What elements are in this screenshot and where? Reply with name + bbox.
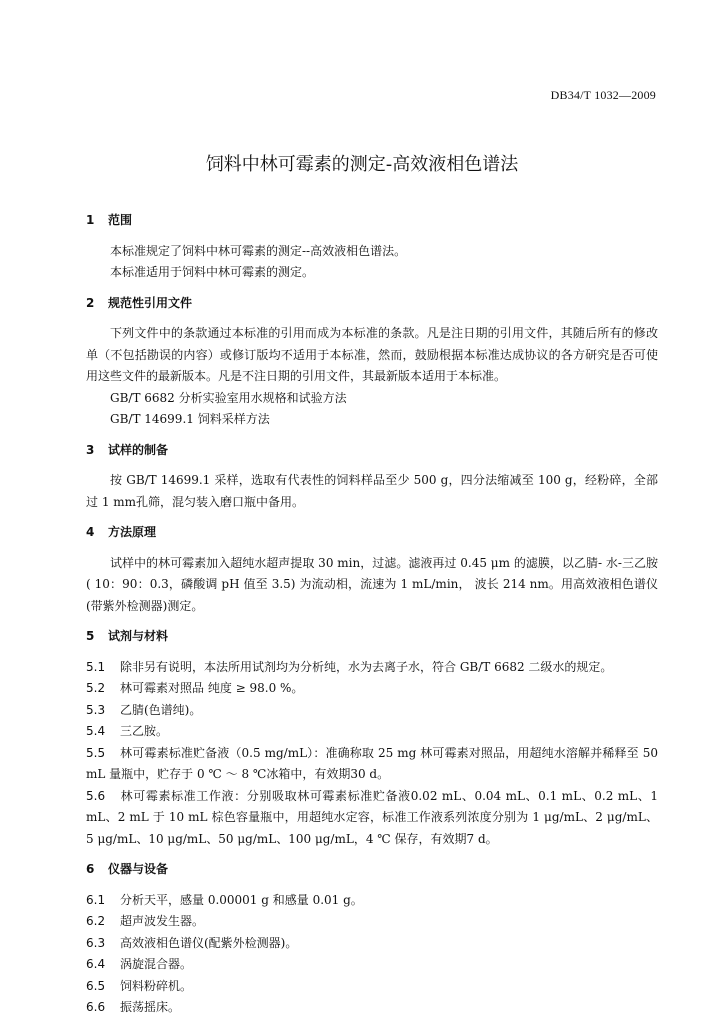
- item-number: 6.6: [86, 1000, 106, 1014]
- list-item: [86, 976, 658, 998]
- item-text: 三乙胺。: [120, 724, 169, 738]
- list-item: [86, 786, 658, 851]
- section-heading-apparatus: [86, 859, 658, 881]
- item-text: 超声波发生器。: [120, 914, 205, 928]
- list-item: [86, 721, 658, 743]
- section-number: 6: [86, 862, 95, 876]
- item-text: 涡旋混合器。: [120, 957, 193, 971]
- item-number: 6.4: [86, 957, 106, 971]
- section-title: 范围: [108, 213, 133, 227]
- item-number: 6.3: [86, 935, 106, 950]
- item-number: 6.1: [86, 892, 106, 907]
- list-item: [86, 954, 658, 976]
- item-number: 5.1: [86, 659, 106, 674]
- section-title: 仪器与设备: [108, 862, 169, 876]
- item-number: 6.2: [86, 914, 106, 928]
- section-heading-scope: [86, 210, 658, 232]
- item-number: 5.5: [86, 745, 106, 760]
- section-number: 2: [86, 295, 95, 310]
- list-item: [86, 890, 658, 912]
- item-number: 5.2: [86, 681, 106, 695]
- item-number: 5.3: [86, 702, 106, 717]
- list-item: [86, 657, 658, 679]
- paragraph: 下列文件中的条款通过本标准的引用而成为本标准的条款。凡是注日期的引用文件，其随后所有的修改单（不包括勘误的内容）或修订版均不适用于本标准，然而，鼓励根据本标准达成协议的各方研究是否可使用这些文件的最新版本。凡是不注日期的引用文件，其最新版本适用于本标准。: [86, 326, 658, 383]
- item-text: 饲料粉碎机。: [120, 978, 193, 993]
- item-number: 6.5: [86, 978, 106, 993]
- section-heading-reagents: [86, 626, 658, 648]
- item-number: 5.6: [86, 788, 106, 803]
- item-text: 乙腈(色谱纯)。: [120, 702, 202, 717]
- section-heading-normative-references: [86, 293, 658, 315]
- section-title: 试剂与材料: [108, 629, 169, 643]
- paragraph: 按 GB/T 14699.1 采样，选取有代表性的饲料样品至少 500 g，四分法缩减至 100 g，经粉碎，全部过 1 mm孔筛，混匀装入磨口瓶中备用。: [86, 473, 658, 509]
- item-text: 林可霉素标准工作液：分别吸取林可霉素标准贮备液0.02 mL、0.04 mL、0.1 mL、0.2 mL、1 mL、2 mL 于 10 mL 棕色容量瓶中，用超纯水定容，标准工作液系列浓度分别为 1 μg/mL、2 μg/mL、5 μg/mL、10 μg/mL、50 μg/mL、100 μg/mL，4 ℃ 保存，有效期7 d。: [86, 788, 658, 846]
- item-text: 林可霉素对照品 纯度 ≥ 98.0 %。: [120, 681, 304, 695]
- item-text: 林可霉素标准贮备液（0.5 mg/mL）：准确称取 25 mg 林可霉素对照品，用超纯水溶解并稀释至 50 mL 量瓶中，贮存于 0 ℃ ～ 8 ℃冰箱中，有效期30 d。: [86, 745, 658, 781]
- section-number: 5: [86, 629, 95, 643]
- item-number: 5.4: [86, 724, 106, 738]
- section-title: 方法原理: [108, 525, 157, 539]
- document-title: 饲料中林可霉素的测定-高效液相色谱法: [205, 154, 519, 175]
- section-number: 4: [86, 525, 95, 539]
- list-item: [86, 911, 658, 933]
- section-number: 1: [86, 213, 95, 227]
- section-title: 规范性引用文件: [108, 295, 193, 310]
- section-heading-sample-preparation: [86, 440, 658, 462]
- reference-item: GB/T 14699.1 饲料采样方法: [110, 412, 270, 426]
- document-body: [86, 210, 658, 1019]
- item-text: 分析天平，感量 0.00001 g 和感量 0.01 g。: [120, 892, 363, 907]
- list-item: [86, 700, 658, 722]
- paragraph: 本标准规定了饲料中林可霉素的测定--高效液相色谱法。: [110, 243, 407, 258]
- section-number: 3: [86, 442, 95, 457]
- paragraph: 本标准适用于饲料中林可霉素的测定。: [110, 265, 315, 279]
- item-text: 除非另有说明，本法所用试剂均为分析纯，水为去离子水，符合 GB/T 6682 二级水的规定。: [120, 659, 613, 674]
- list-item: [86, 678, 658, 700]
- reference-item: GB/T 6682 分析实验室用水规格和试验方法: [110, 390, 347, 405]
- item-text: 高效液相色谱仪(配紫外检测器)。: [120, 935, 298, 950]
- standard-code: DB34/T 1032—2009: [550, 88, 656, 102]
- section-heading-method-principle: [86, 522, 658, 544]
- list-item: [86, 997, 658, 1019]
- list-item: [86, 743, 658, 786]
- list-item: [86, 933, 658, 955]
- section-title: 试样的制备: [108, 442, 169, 457]
- paragraph: 试样中的林可霉素加入超纯水超声提取 30 min，过滤。滤液再过 0.45 μm 的滤膜，以乙腈- 水-三乙胺( 10：90：0.3，磷酸调 pH 值至 3.5) 为流动相，流速为 1 mL/min， 波长 214 nm。用高效液相色谱仪(带紫外检测器)测定。: [86, 555, 658, 613]
- item-text: 振荡摇床。: [120, 1000, 181, 1014]
